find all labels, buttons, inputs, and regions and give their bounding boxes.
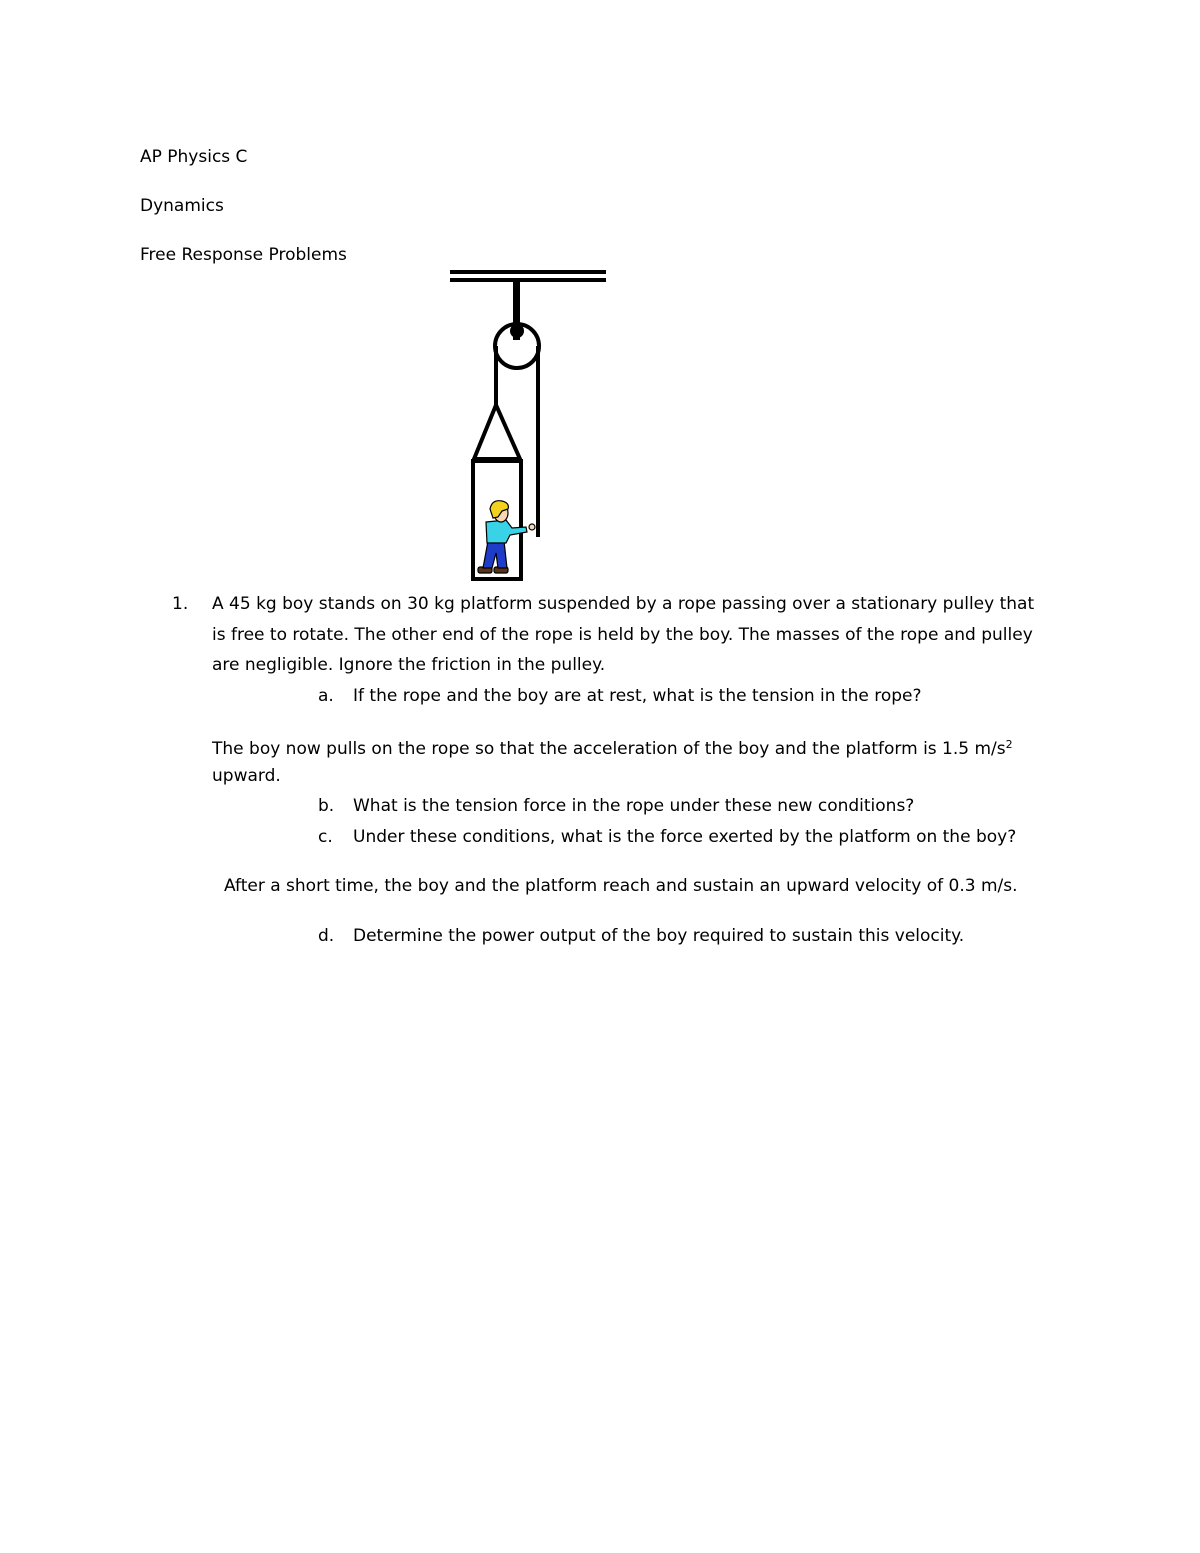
problem-number: 1. [172,594,189,614]
part-b-question: What is the tension force in the rope under these new conditions? [353,796,915,816]
unit-exponent: 2 [1005,738,1013,751]
problem-statement-line: A 45 kg boy stands on 30 kg platform suspended by a rope passing over a stationary pulley that [212,594,1035,614]
transition-text-2: After a short time, the boy and the platform reach and sustain an upward velocity of 0.3 m/s. [224,876,1018,896]
part-a-letter: a. [318,686,334,706]
problem-statement-line: are negligible. Ignore the friction in the pulley. [212,655,606,675]
part-a-question: If the rope and the boy are at rest, what is the tension in the rope? [353,686,922,706]
boy-figure [478,501,535,573]
course-title: AP Physics C [140,147,248,167]
topic-title: Dynamics [140,196,224,216]
transition-text-1-body: The boy now pulls on the rope so that the acceleration of the boy and the platform is 1.5 m/s [212,739,1006,759]
transition-text-1 [212,734,1013,760]
pulley-axle [510,324,524,338]
part-b-letter: b. [318,796,335,816]
problem-statement-line: is free to rotate. The other end of the rope is held by the boy. The masses of the rope and pulley [212,625,1033,645]
part-d-question: Determine the power output of the boy required to sustain this velocity. [353,926,965,946]
rope-harness [474,405,520,459]
section-title: Free Response Problems [140,245,347,265]
pulley-platform-diagram [440,265,620,590]
transition-text-1-continued: upward. [212,766,281,786]
part-c-question: Under these conditions, what is the force exerted by the platform on the boy? [353,827,1017,847]
part-c-letter: c. [318,827,333,847]
part-d-letter: d. [318,926,335,946]
ceiling-bar [450,270,606,282]
